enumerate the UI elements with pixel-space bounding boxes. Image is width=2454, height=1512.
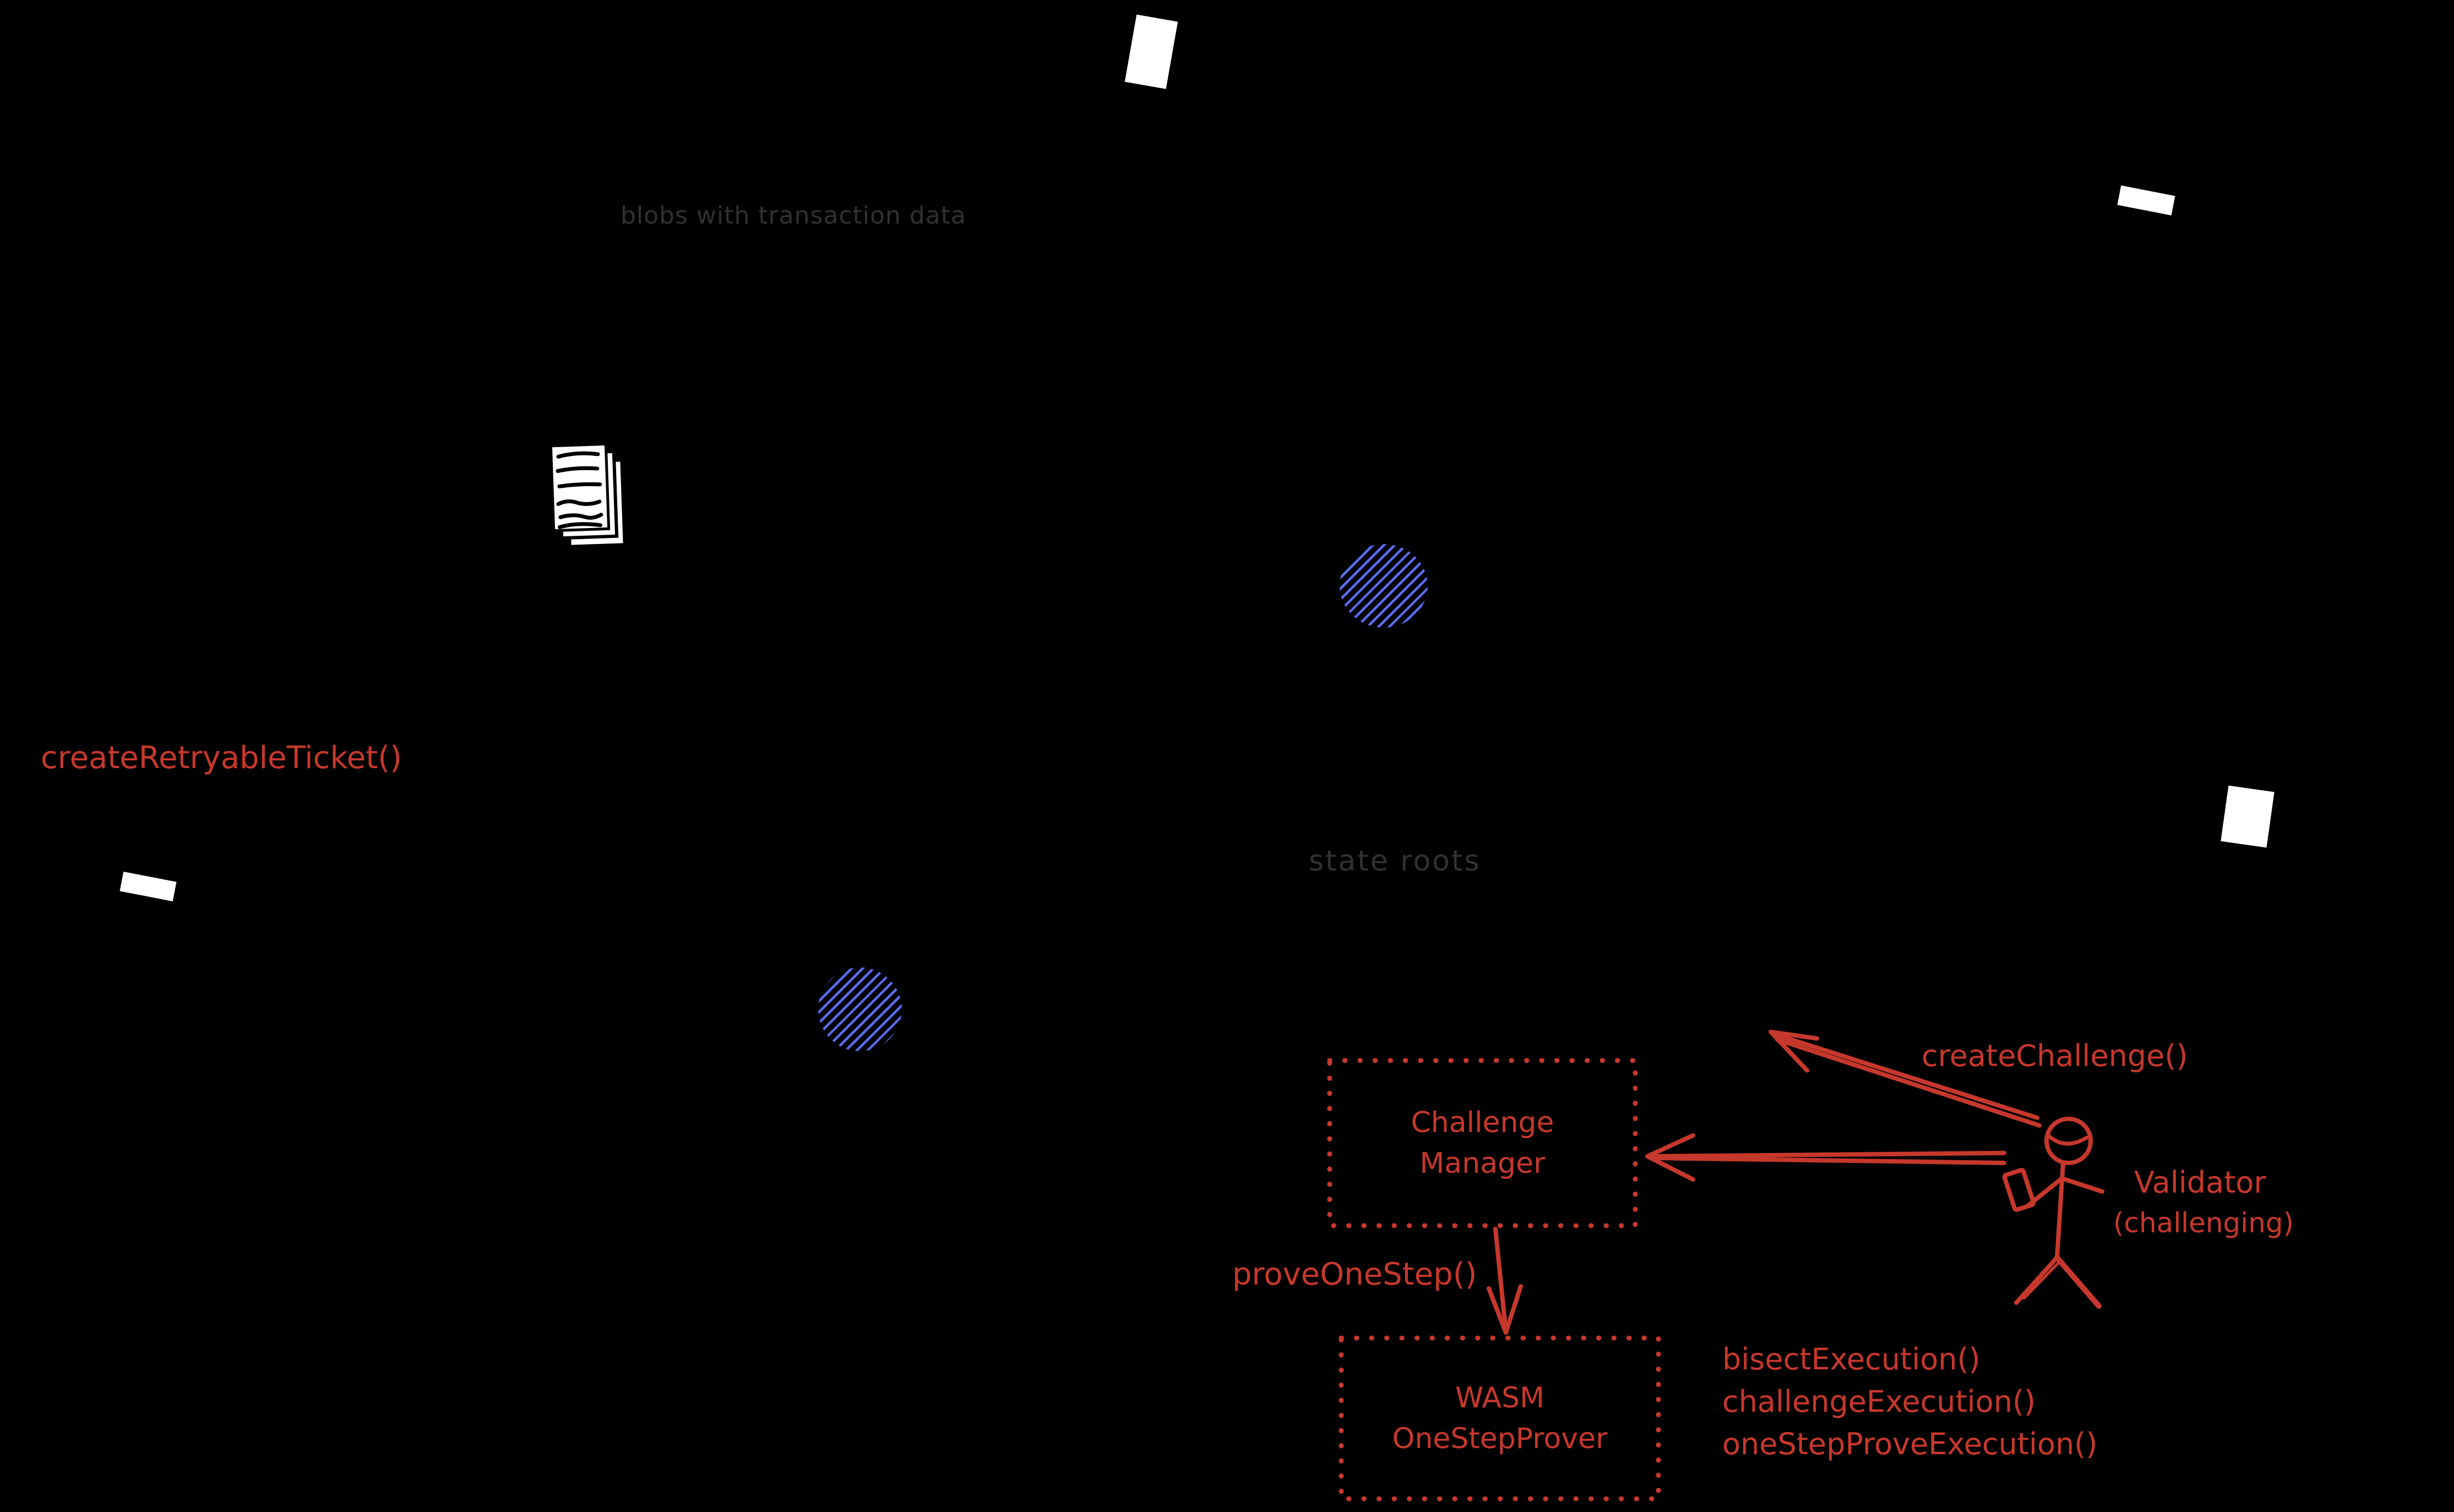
validator-label: Validator	[2134, 1165, 2266, 1200]
document-stack-icon	[551, 443, 624, 547]
wasm-label-line2: OneStepProver	[1392, 1422, 1608, 1455]
prove-one-step-label: proveOneStep()	[1232, 1257, 1477, 1292]
challenge-functions-list	[1722, 1338, 2097, 1465]
create-challenge-label: createChallenge()	[1922, 1038, 2188, 1073]
prove-one-step-arrow	[1489, 1229, 1521, 1332]
challenge-manager-label-line1: Challenge	[1411, 1106, 1554, 1139]
challenge-manager-box	[1330, 1060, 1635, 1226]
wasm-label-line1: WASM	[1455, 1382, 1545, 1415]
challenge-manager-arrow	[1647, 1135, 2004, 1179]
one-step-prove-execution-label: oneStepProveExecution()	[1722, 1427, 2098, 1461]
blob-card-left	[119, 872, 176, 901]
state-roots-caption: state roots	[1309, 845, 1481, 878]
wasm-one-step-prover-box	[1341, 1338, 1658, 1499]
challenge-execution-label: challengeExecution()	[1722, 1384, 2036, 1419]
blob-card-top-right	[2117, 186, 2175, 215]
validator-role-label: (challenging)	[2113, 1207, 2294, 1239]
blobs-caption: blobs with transaction data	[621, 202, 966, 230]
create-retryable-ticket-label: createRetryableTicket()	[41, 740, 402, 776]
ethereum-token-upper-icon	[1340, 544, 1428, 628]
blob-card-right	[2221, 786, 2274, 848]
challenge-manager-label-line2: Manager	[1419, 1147, 1546, 1180]
bisect-execution-label: bisectExecution()	[1722, 1342, 1980, 1377]
blob-card-top	[1125, 14, 1178, 89]
ethereum-token-lower-icon	[818, 967, 902, 1051]
stick-figure-with-phone-icon	[2004, 1119, 2102, 1306]
